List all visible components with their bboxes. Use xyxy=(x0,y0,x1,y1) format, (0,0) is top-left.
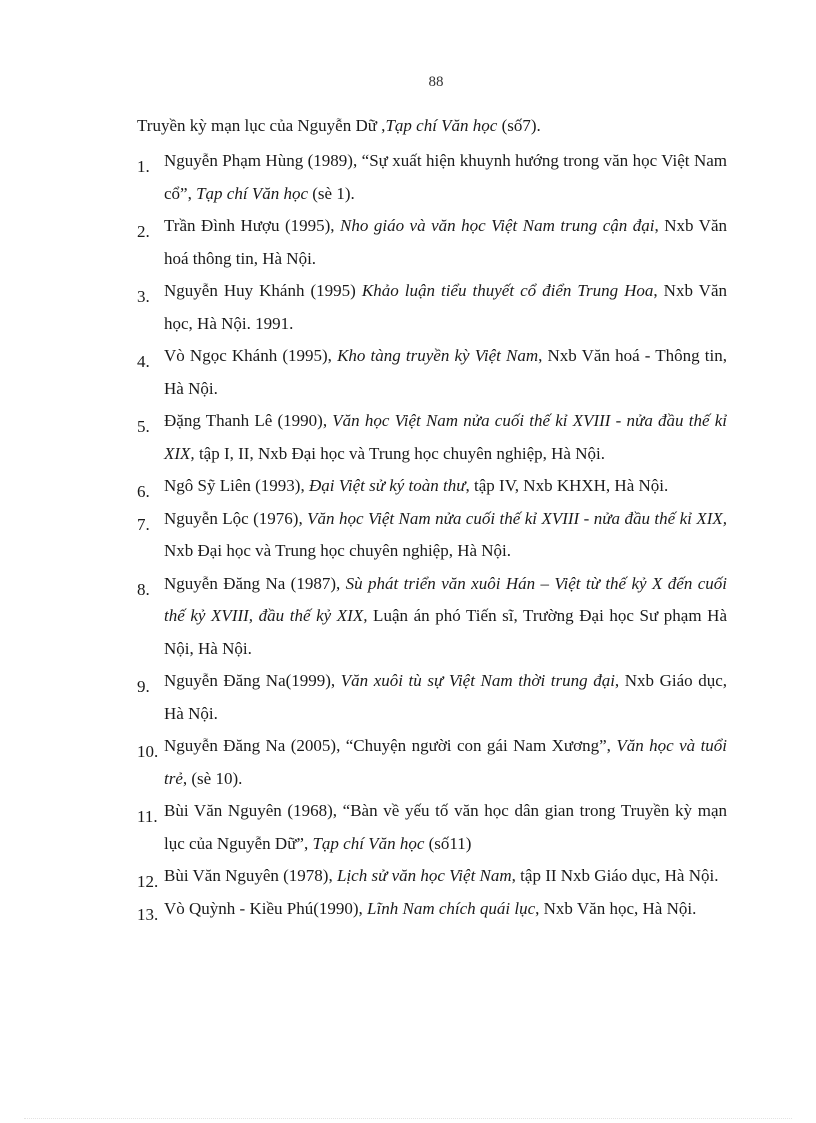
reference-number: 9. xyxy=(137,677,150,696)
reference-title: Văn xuôi tù sự Việt Nam thời trung đại xyxy=(340,671,615,690)
reference-title: Văn học Việt Nam nửa cuối thế kỉ XVIII - nửa đầu thế kỉ XIX, xyxy=(307,508,727,528)
reference-tail: , Nxb Văn hoá thông tin, Hà Nội. xyxy=(164,216,727,268)
reference-tail: , Nxb Văn học, Hà Nội. 1991. xyxy=(164,281,727,333)
reference-text: Nguyễn Phạm Hùng (1989), “Sự xuất hiện khuynh hướng trong văn học Việt Nam cổ”, xyxy=(164,151,727,203)
reference-title: Lịch sử văn học Việt Nam xyxy=(336,866,512,885)
reference-tail: , Nxb Giáo dục, Hà Nội. xyxy=(164,671,728,723)
reference-number: 12. xyxy=(137,872,159,891)
reference-item xyxy=(137,210,727,275)
reference-tail: , Nxb Văn học, Hà Nội. xyxy=(535,898,697,918)
reference-title: Khảo luận tiểu thuyết cổ điển Trung Hoa xyxy=(361,281,654,300)
reference-title: Văn học và tuổi trẻ xyxy=(164,736,728,788)
reference-tail: Nxb Đại học và Trung học chuyên nghiệp, Hà Nội. xyxy=(164,541,512,560)
reference-title: Tạp chí Văn học xyxy=(312,833,425,853)
reference-item xyxy=(137,730,727,795)
reference-text: Vò Ngọc Khánh (1995), xyxy=(164,346,338,365)
reference-item xyxy=(137,145,727,210)
reference-number: 8. xyxy=(137,579,150,599)
reference-number: 10. xyxy=(137,742,159,761)
reference-number: 7. xyxy=(137,514,150,534)
reference-number: 11. xyxy=(137,807,158,826)
reference-title: Tạp chí Văn học xyxy=(196,183,308,203)
reference-number: 2. xyxy=(137,222,150,241)
reference-number: 1. xyxy=(137,157,150,176)
reference-tail: (số11) xyxy=(424,833,472,853)
reference-number: 5. xyxy=(137,417,150,436)
reference-item xyxy=(137,893,727,926)
reference-title: Nho giáo và văn học Việt Nam trung cận đại xyxy=(340,216,655,235)
reference-tail: , (sè 10). xyxy=(182,768,243,788)
intro-tail: (số7). xyxy=(497,116,541,135)
reference-item xyxy=(137,568,727,666)
reference-number: 3. xyxy=(137,287,150,306)
reference-title: Sù phát triển văn xuôi Hán – Việt từ thế kỷ X đến cuối thế kỷ XVIII, đầu thế kỷ XIX, xyxy=(164,573,727,625)
reference-text: Nguyễn Đăng Na (2005), “Chuyện người con gái Nam Xương”, xyxy=(164,736,617,755)
reference-text: Bùi Văn Nguyên (1968), “Bàn về yếu tố văn học dân gian trong Truyền kỳ mạn lục của Nguyễn Dữ”, xyxy=(164,801,727,853)
reference-number: 6. xyxy=(137,482,150,501)
reference-text: Nguyễn Đăng Na (1987), xyxy=(164,573,346,593)
reference-text: Đặng Thanh Lê (1990), xyxy=(164,411,333,430)
footer-divider xyxy=(24,1118,792,1119)
intro-line xyxy=(137,114,727,138)
intro-italic: Tạp chí Văn học xyxy=(385,116,498,135)
reference-text: Bùi Văn Nguyên (1978), xyxy=(164,866,337,885)
reference-text: Ngô Sỹ Liên (1993), xyxy=(164,476,309,495)
reference-tail: , tập II Nxb Giáo dục, Hà Nội. xyxy=(511,866,719,885)
reference-text: Nguyễn Huy Khánh (1995) xyxy=(164,281,362,300)
reference-item xyxy=(137,860,727,893)
reference-item xyxy=(137,665,727,730)
reference-item xyxy=(137,470,727,503)
reference-tail: (sè 1). xyxy=(308,183,355,203)
reference-title: Đại Việt sử ký toàn thư xyxy=(308,476,466,495)
reference-text: Nguyễn Lộc (1976), xyxy=(164,508,308,528)
reference-text: Nguyễn Đăng Na(1999), xyxy=(164,671,341,690)
reference-item xyxy=(137,275,727,340)
reference-item xyxy=(137,503,727,568)
reference-list xyxy=(137,145,727,925)
reference-item xyxy=(137,340,727,405)
reference-tail: , tập IV, Nxb KHXH, Hà Nội. xyxy=(465,476,669,495)
reference-number: 13. xyxy=(137,904,159,924)
page-number: 88 xyxy=(428,74,444,90)
reference-tail: Luận án phó Tiến sĩ, Trường Đại học Sư phạm Hà Nội, Hà Nội. xyxy=(164,606,727,658)
reference-item xyxy=(137,405,727,470)
intro-plain: Truyền kỳ mạn lục của Nguyễn Dữ , xyxy=(137,116,386,135)
reference-tail: tập I, II, Nxb Đại học và Trung học chuyên nghiệp, Hà Nội. xyxy=(194,443,605,463)
reference-item xyxy=(137,795,727,860)
reference-tail: , Nxb Văn hoá - Thông tin, Hà Nội. xyxy=(164,346,727,398)
reference-title: Kho tàng truyền kỳ Việt Nam xyxy=(337,346,539,365)
reference-title: Văn học Việt Nam nửa cuối thế kỉ XVIII - nửa đầu thế kỉ XIX, xyxy=(164,411,727,463)
reference-number: 4. xyxy=(137,352,150,371)
reference-text: Trần Đình Hượu (1995), xyxy=(164,216,341,235)
reference-text: Vò Quỳnh - Kiều Phú(1990), xyxy=(164,898,368,918)
reference-title: Lĩnh Nam chích quái lục xyxy=(367,898,536,918)
